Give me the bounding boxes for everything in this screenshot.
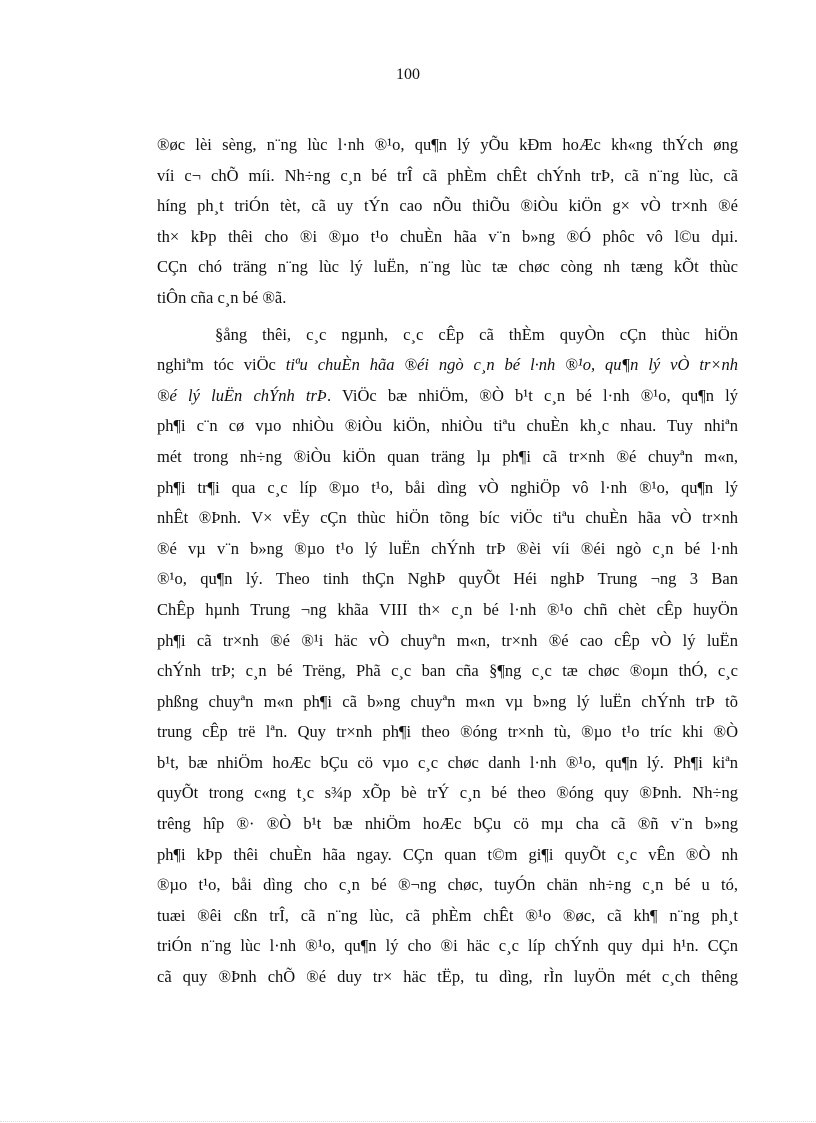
text-line: ChÊp hµnh Trung ¬ng khãa VIII th× c¸n bé l·nh ®¹o chñ chèt cÊp huyÖn [157, 599, 738, 619]
text-line: ph¶i kÞp thêi chuÈn hãa ngay. CÇn quan t©m gi¶i quyÕt c¸c vÊn ®Ò nh [157, 844, 738, 864]
text-line: th× kÞp thêi cho ®i ®µo t¹o chuÈn hãa v¨n b»ng ®Ó phôc vô l©u dµi. [157, 226, 738, 246]
text-line: ph¶i c¨n cø vµo nhiÒu ®iÒu kiÖn, nhiÒu tiªu chuÈn kh¸c nhau. Tuy nhiªn [157, 416, 738, 436]
italic-phrase-end: ®é lý luËn chÝnh trÞ [157, 385, 327, 405]
paragraph [157, 130, 738, 314]
text-line: víi c¬ chÕ míi. Nh÷ng c¸n bé trÎ cã phÈm chÊt chÝnh trÞ, cã n¨ng lùc, cã [157, 165, 738, 185]
text-line: nhÊt ®Þnh. V× vËy cÇn thùc hiÖn tõng bíc viÖc tiªu chuÈn hãa vÒ tr×nh [157, 508, 738, 528]
text-line: §ång thêi, c¸c ngµnh, c¸c cÊp cã thÈm quyÒn cÇn thùc hiÖn [215, 324, 738, 344]
text-line: quyÕt trong c«ng t¸c s¾p xÕp bè trÝ c¸n bé theo ®óng quy ®Þnh. Nh÷ng [157, 783, 738, 803]
page-number: 100 [396, 66, 420, 83]
text-line [157, 350, 738, 381]
text-line: tiÔn cña c¸n bé ®ã. [157, 287, 287, 307]
text-line: ®øc lèi sèng, n¨ng lùc l·nh ®¹o, qu¶n lý yÕu kÐm hoÆc kh«ng thÝch øng [157, 135, 738, 154]
text-run: . ViÖc bæ nhiÖm, ®Ò b¹t c¸n bé l·nh ®¹o, qu¶n lý [326, 385, 738, 405]
text-line: ph¶i cã tr×nh ®é ®¹i häc vÒ chuyªn m«n, tr×nh ®é cao cÊp vÒ lý luËn [157, 630, 738, 650]
italic-phrase: tiªu chuÈn hãa ®éi ngò c¸n bé l·nh ®¹o, qu¶n lý vÒ tr×nh [285, 355, 738, 375]
text-line: cã quy ®Þnh chÕ ®é duy tr× häc tËp, tu dìng, rÌn luyÖn mét c¸ch thêng [157, 967, 738, 987]
text-line: ph¶i tr¶i qua c¸c líp ®µo t¹o, båi dìng vÒ nghiÖp vô l·nh ®¹o, qu¶n lý [157, 477, 738, 497]
text-line: triÓn n¨ng lùc l·nh ®¹o, qu¶n lý cho ®i häc c¸c líp chÝnh quy dµi h¹n. CÇn [157, 936, 738, 956]
text-line: ®¹o, qu¶n lý. Theo tinh thÇn NghÞ quyÕt Héi nghÞ Trung ¬ng 3 Ban [157, 569, 738, 589]
text-line: ®é vµ v¨n b»ng ®µo t¹o lý luËn chÝnh trÞ ®èi víi ®éi ngò c¸n bé l·nh [157, 538, 738, 558]
text-line: tuæi ®êi cßn trÎ, cã n¨ng lùc, cã phÈm chÊt ®¹o ®øc, cã kh¶ n¨ng ph¸t [157, 905, 738, 925]
page-edge-divider [0, 1121, 816, 1122]
text-line [157, 381, 738, 412]
body-text [157, 130, 738, 993]
text-line: phßng chuyªn m«n ph¶i cã b»ng chuyªn m«n vµ b»ng lý luËn chÝnh trÞ tõ [157, 691, 738, 711]
text-line: trung cÊp trë lªn. Quy tr×nh ph¶i theo ®óng tr×nh tù, ®µo t¹o tríc khi ®Ò [157, 722, 738, 742]
text-line: mét trong nh÷ng ®iÒu kiÖn quan träng lµ ph¶i cã tr×nh ®é chuyªn m«n, [157, 446, 738, 466]
text-line: trêng hîp ®· ®Ò b¹t bæ nhiÖm hoÆc bÇu cö mµ cha cã ®ñ v¨n b»ng [157, 814, 738, 834]
text-line: ®µo t¹o, båi dìng cho c¸n bé ®¬ng chøc, tuyÓn chän nh÷ng c¸n bé u tó, [157, 875, 738, 895]
text-line: híng ph¸t triÓn tèt, cã uy tÝn cao nÕu thiÕu ®iÒu kiÖn g× vÒ tr×nh ®é [157, 196, 738, 216]
text-line: chÝnh trÞ; c¸n bé Trëng, Phã c¸c ban cña §¶ng c¸c tæ chøc ®oµn thÓ, c¸c [157, 661, 738, 681]
text-run: nghiªm tóc viÖc [157, 355, 286, 375]
text-line: b¹t, bæ nhiÖm hoÆc bÇu cö vµo c¸c chøc danh l·nh ®¹o, qu¶n lý. Ph¶i kiªn [157, 752, 738, 772]
paragraph [157, 320, 738, 993]
text-line: CÇn chó träng n¨ng lùc lý luËn, n¨ng lùc tæ chøc còng nh tæng kÕt thùc [157, 257, 738, 277]
